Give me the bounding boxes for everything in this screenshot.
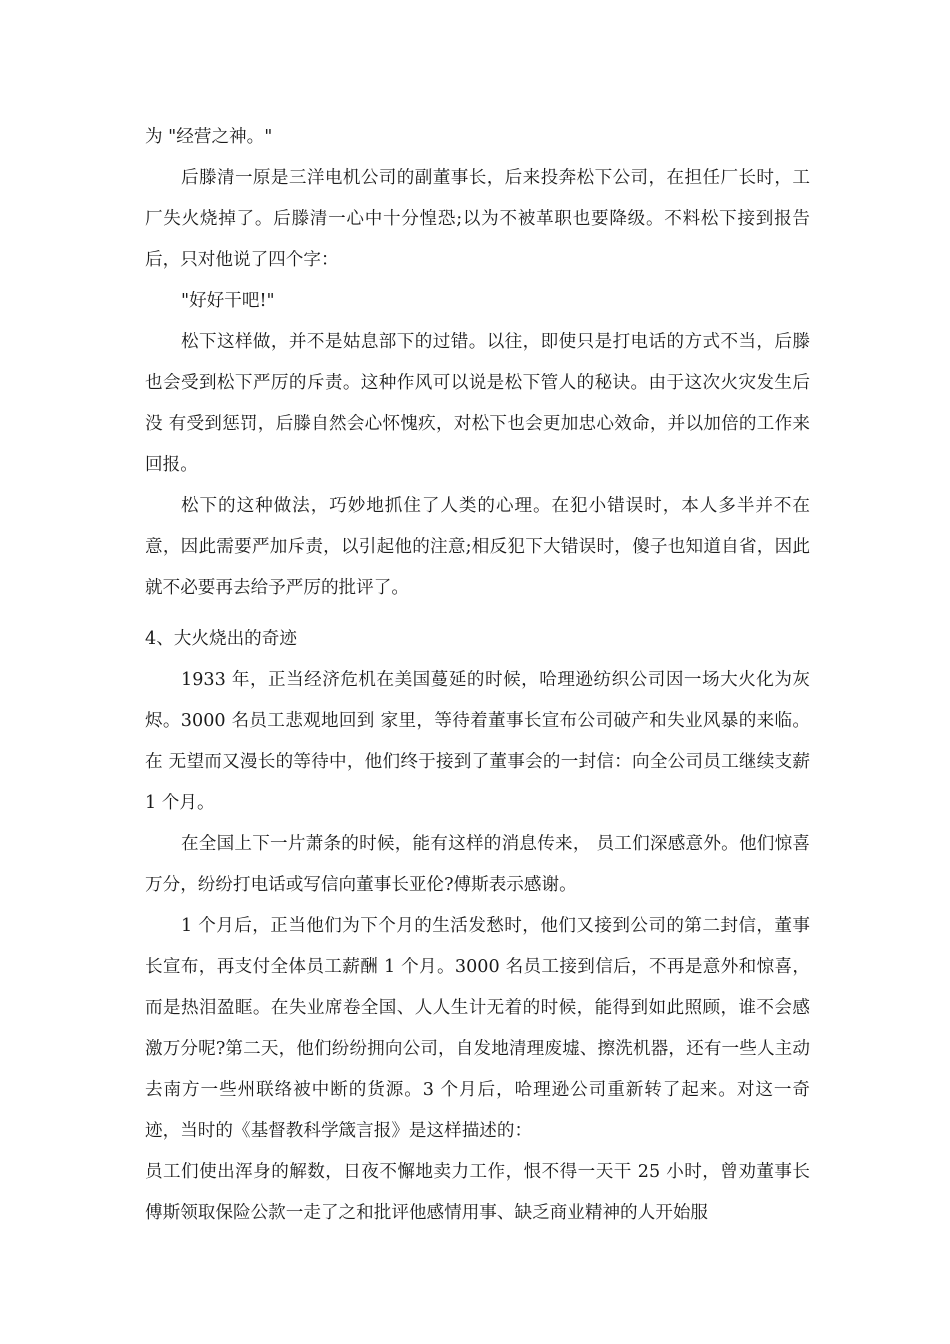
paragraph-newspaper-quote: 员工们使出浑身的解数，日夜不懈地卖力工作，恨不得一天干 25 小时，曾劝董事长傅斯领取保险公款一走了之和批评他感情用事、缺乏商业精神的人开始服 — [145, 1162, 810, 1223]
paragraph-psychology: 松下的这种做法，巧妙地抓住了人类的心理。在犯小错误时，本人多半并不在意，因此需要严加斥责，以引起他的注意;相反犯下大错误时，傻子也知道自省，因此就不必要再去给予严厉的批评了。 — [145, 496, 810, 598]
paragraph-intro-quote: 为 "经营之神。" — [145, 127, 273, 147]
paragraph-matsushita-method: 松下这样做，并不是姑息部下的过错。以往，即使只是打电话的方式不当，后滕也会受到松下严厉的斥责。这种作风可以说是松下管人的秘诀。由于这次火灾发生后没 有受到惩罚，后滕自然会心怀愧疚，对松下也会更加忠心效命，并以加倍的工作来回报。 — [145, 332, 810, 475]
paragraph-employee-reaction: 在全国上下一片萧条的时候，能有这样的消息传来， 员工们深感意外。他们惊喜万分，纷纷打电话或写信向董事长亚伦?傅斯表示感谢。 — [145, 834, 810, 895]
paragraph-second-letter: 1 个月后，正当他们为下个月的生活发愁时，他们又接到公司的第二封信，董事长宣布，再支付全体员工薪酬 1 个月。3000 名员工接到信后，不再是意外和惊喜，而是热泪盈眶。在失业席卷全国、人人生计无着的时候，能得到如此照顾，谁不会感激万分呢?第二天，他们纷纷拥向公司，自发地清理废墟、擦洗机器，还有一些人主动去南方一些州联络被中断的货源。3 个月后，哈理逊公司重新转了起来。对这一奇迹，当时的《基督教科学箴言报》是这样描述的： — [145, 916, 810, 1141]
document-body — [145, 117, 810, 1234]
paragraph-harrison-fire: 1933 年，正当经济危机在美国蔓延的时候，哈理逊纺织公司因一场大火化为灰烬。3000 名员工悲观地回到 家里，等待着董事长宣布公司破产和失业风暴的来临。在 无望而又漫长的等待中，他们终于接到了董事会的一封信：向全公司员工继续支薪 1 个月。 — [145, 670, 810, 813]
section-heading: 4、大火烧出的奇迹 — [145, 629, 297, 649]
paragraph-quote-work-hard: "好好干吧!" — [181, 291, 275, 311]
paragraph-gotou-fire: 后滕清一原是三洋电机公司的副董事长，后来投奔松下公司，在担任厂长时，工厂失火烧掉了。后滕清一心中十分惶恐;以为不被革职也要降级。不料松下接到报告后，只对他说了四个字： — [145, 168, 810, 270]
